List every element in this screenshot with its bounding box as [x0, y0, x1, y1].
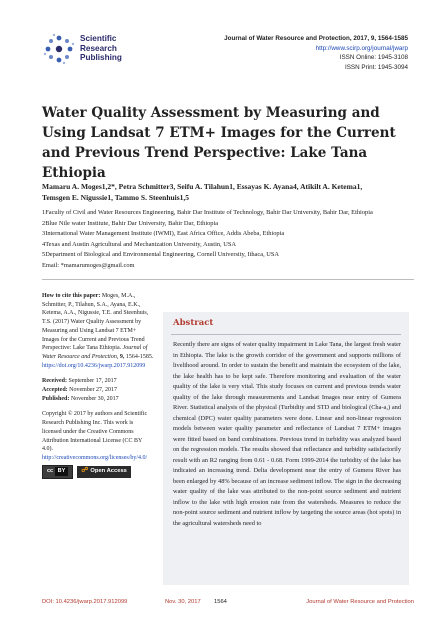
abstract-divider	[171, 334, 401, 335]
author-line: Temsgen E. Nigussie1, Tammo S. Steenhuis1,5	[42, 193, 190, 202]
citation-doi-link[interactable]: https://doi.org/10.4236/jwarp.2017.912099	[42, 362, 146, 369]
accepted-label: Accepted:	[42, 387, 68, 394]
publisher-name-line: Publishing	[80, 53, 122, 63]
citation-journal: Journal of Water Resource and Protection,	[42, 345, 148, 360]
journal-citation-line: Journal of Water Resource and Protection, 2017, 9, 1564-1585	[224, 35, 408, 42]
publisher-name-line: Scientific	[80, 34, 117, 43]
citation-label: How to cite this paper:	[42, 293, 101, 299]
citation-volume: 9,	[119, 353, 125, 360]
journal-url-link[interactable]: http://www.scirp.org/journal/jwarp	[315, 44, 408, 52]
affiliation: 4Texas and Austin Agricultural and Mechanization University, Austin, USA	[42, 240, 237, 248]
abstract-box	[163, 312, 409, 585]
citation-block	[42, 292, 154, 370]
article-info-column	[42, 292, 154, 479]
accepted-date	[42, 386, 154, 395]
article-dates	[42, 377, 154, 403]
abstract-text: Recently there are signs of water quality impairment in Lake Tana, the largest fresh water in Ethiopia. The lake is the growth corridor of the government and supports millions of livelihood around. In order to sustain the benefit and maintain the ecosystem of the lake, the lake health has to be kept safe. Therefore monitoring and evaluation of the water quality of the lake is very vital. This study focuses on current and previous trends water quality of the lake through measurements and Landsat Images near entry of Gumera River. Statistical analysis of the physical (Turbidity and STD and biological (Cha-a,) and chemical (DPC) water quality parameters were done. Linear and non-linear regression models between water quality parameter and reflectance of Landsat 7 ETM+ images were fitted based on band combinations. Previous trend in turbidity was analyzed based on the regression models. The results showed that reflectance and turbidity satisfactorily result with an R2 ranging from 0.61 - 0.68. Form 1999-2014 the turbidity of the lake has indicated an increasing trend. Delta development near the entry of Gumera River has been enlarged by 48% because of an increase sediment inflow. The sign in the decreasing water quality of the lake was attributed to the non-point source sediment and nutrient inflow to the lake with high erosion rate from the watersheds. Measures to reduce the non-point source sediment and nutrient inflow by targeting the source areas (hot spots) in the agricultural watersheds need to	[173, 341, 401, 527]
copyright-text: Copyright © 2017 by authors and Scientific Research Publishing Inc. This work is licensed under the Creative Commons Attribution International License (CC BY 4.0).	[42, 411, 148, 453]
license-link[interactable]: http://creativecommons.org/licenses/by/4.0/	[42, 454, 148, 461]
citation-pages: 1564-1585.	[125, 353, 154, 360]
page-number: 1564	[214, 599, 227, 605]
received-label: Received:	[42, 378, 67, 385]
publisher-logo-icon	[42, 32, 76, 66]
license-badges	[42, 465, 154, 479]
issn-print: ISSN Print: 1945-3094	[344, 63, 408, 71]
received-date	[42, 377, 154, 386]
cc-license-icon[interactable]	[42, 465, 73, 479]
publisher-logo	[42, 30, 182, 70]
published-date	[42, 395, 154, 404]
affiliation: 5Department of Biological and Environmental Engineering, Cornell University, Ithaca, USA	[42, 251, 280, 259]
published-label: Published:	[42, 395, 70, 402]
open-lock-icon: ☍	[81, 467, 89, 475]
affiliation: 1Faculty of Civil and Water Resources Engineering, Bahir Dar Institute of Technology, Bahir Dar University, Bahir Dar, Ethiopia	[42, 209, 373, 216]
accepted-value: November 27, 2017	[69, 387, 117, 394]
section-divider	[42, 279, 414, 280]
publisher-name-line: Research	[80, 43, 117, 53]
open-access-label: Open Access	[90, 468, 127, 475]
footer-date: Nov. 30, 2017	[165, 599, 201, 605]
affiliation: 3International Water Management Institute (IWMI), East Africa Office, Addis Abeba, Ethiopia	[42, 230, 285, 238]
affiliation: 2Blue Nile water Institute, Bahir Dar University, Bahir Dar, Ethiopia	[42, 219, 219, 227]
received-value: September 17, 2017	[68, 378, 117, 385]
open-access-badge[interactable]	[77, 466, 131, 478]
published-value: November 30, 2017	[70, 395, 119, 402]
copyright-notice	[42, 410, 154, 454]
citation-text: Moges, M.A., Schmitter, P., Tilahun, S.A., Ayana, E.K., Ketema, A.A., Nigussie, T.E. and Steenhuis, T.S. (2017) Water Quality Assessment by Measuring and Using Landsat 7 ETM+ Images for the Current and Previous Trend Perspective: Lake Tana Ethiopia.	[42, 293, 149, 352]
affiliations	[42, 208, 412, 272]
cc-badge-label: cc	[47, 468, 54, 475]
issn-online: ISSN Online: 1945-3108	[339, 54, 408, 62]
paper-title: Water Quality Assessment by Measuring and Using Landsat 7 ETM+ Images for the Current and Previous Trend Perspective: Lake Tana Ethiopia	[42, 105, 396, 181]
journal-info	[224, 34, 408, 72]
corresponding-email[interactable]: Email: *mamarumoges@gmail.com	[42, 261, 135, 269]
footer-journal-name: Journal of Water Resource and Protection	[306, 599, 414, 605]
footer-doi[interactable]: DOI: 10.4236/jwarp.2017.912099	[42, 599, 128, 605]
publisher-name	[80, 34, 122, 63]
by-badge-label: BY	[55, 467, 69, 476]
author-list	[42, 181, 412, 203]
author-line: Mamaru A. Moges1,2*, Petra Schmitter3, Seifu A. Tilahun1, Essayas K. Ayana4, Atikilt A. Ketema1,	[42, 182, 363, 191]
abstract-heading: Abstract	[173, 318, 214, 328]
